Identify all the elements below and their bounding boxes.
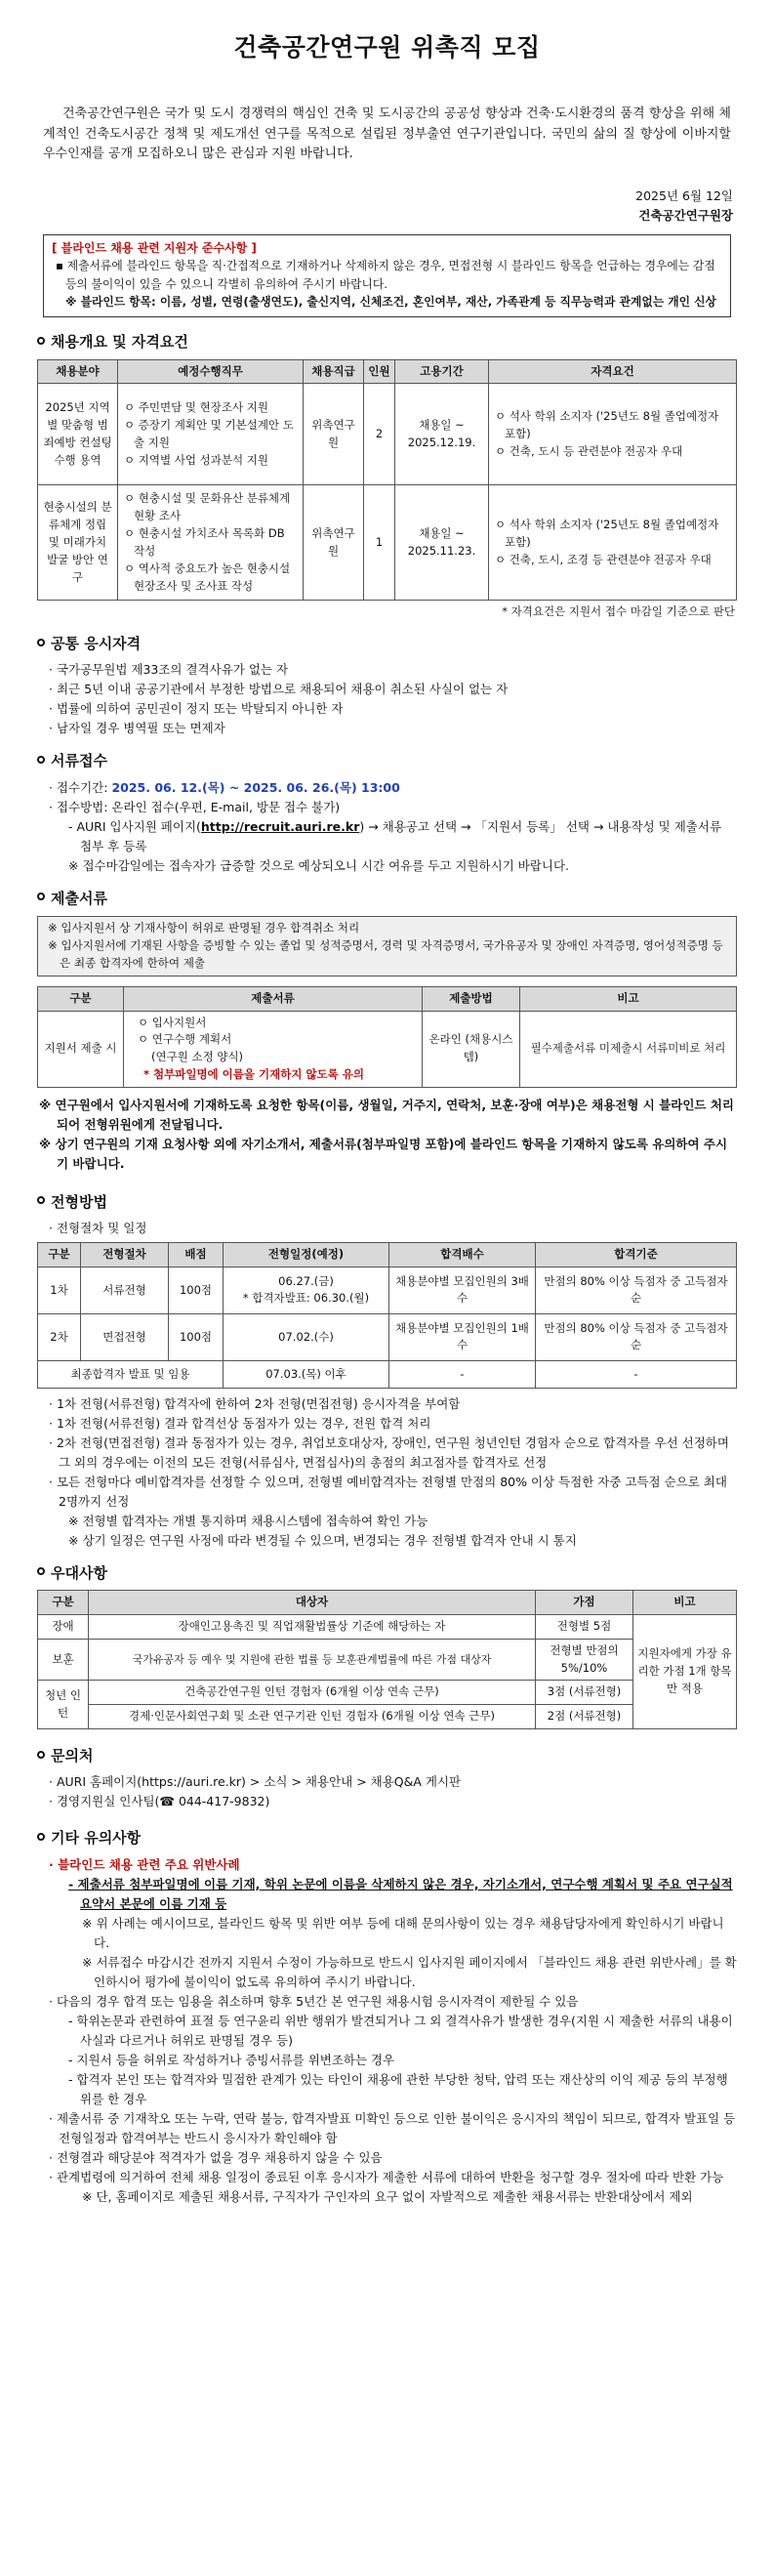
- stage-cell: 1차: [38, 1267, 81, 1313]
- section-heading-other: [37, 1827, 737, 1849]
- section-heading-selection: [37, 1191, 737, 1214]
- points-cell: 2점 (서류전형): [536, 1705, 633, 1729]
- stage-name-cell: 서류전형: [81, 1267, 169, 1313]
- score-cell: 100점: [169, 1313, 224, 1360]
- documents-notice-item: ※ 입사지원서에 기재된 사항을 증빙할 수 있는 졸업 및 성적증명서, 경력 및 자격증명서, 국가유공자 및 장애인 자격증명, 영어성적증명 등은 최종 합격자에 한하여 제출: [48, 937, 723, 970]
- circle-bullet-icon: [37, 337, 45, 345]
- duty-item: ㅇ 역사적 중요도가 높은 현충시설 현장조사 및 조사표 작성: [124, 561, 291, 593]
- selection-rule: · 1차 전형(서류전형) 결과 합격선상 동점자가 있는 경우, 전원 합격 처리: [49, 1415, 431, 1431]
- auri-suffix: ) → 채용공고 선택 → 「지원서 등록」 선택 → 내용작성 및 제출서류 첨부 후 등록: [80, 818, 722, 853]
- section-heading-text: 우대사항: [51, 1563, 107, 1582]
- target-cell: 장애인고용촉진 및 직업재활법률상 기준에 해당하는 자: [89, 1615, 536, 1640]
- column-header: 배점: [169, 1243, 224, 1267]
- points-cell: 3점 (서류전형): [536, 1681, 633, 1705]
- blind-warning: ※ 상기 연구원의 기재 요청사항 외에 자기소개서, 제출서류(첨부파일명 포함)에 블라인드 항목을 기재하지 않도록 유의하여 주시기 바랍니다.: [39, 1136, 728, 1171]
- qualification-cell: [489, 485, 737, 601]
- duties-cell: [118, 485, 304, 601]
- page-title: 건축공간연구원 위촉직 모집: [233, 33, 541, 62]
- table-row: [38, 1360, 737, 1388]
- final-schedule-cell: 07.03.(목) 이후: [224, 1360, 389, 1388]
- column-header: 구분: [38, 986, 124, 1011]
- method-cell: 온라인 (채용시스템): [423, 1011, 520, 1087]
- recruitment-overview-table: [37, 359, 737, 602]
- date-block: [37, 187, 737, 225]
- score-cell: 100점: [169, 1267, 224, 1313]
- table-row: [38, 1313, 737, 1360]
- application-method: · 접수방법: 온라인 접수(우편, E-mail, 방문 접수 불가): [49, 799, 341, 814]
- table-header-row: [38, 359, 737, 384]
- circle-bullet-icon: [37, 639, 45, 646]
- duty-item: ㅇ 현충시설 및 문화유산 분류체계 현황 조사: [124, 491, 291, 523]
- filename-warning: * 첨부파일명에 이름을 기재하지 않도록 유의: [143, 1067, 364, 1082]
- table-header-row: [38, 986, 737, 1011]
- table-row: [38, 1639, 737, 1681]
- section-heading-text: 문의처: [51, 1747, 94, 1766]
- section-heading-text: 채용개요 및 자격요건: [51, 333, 188, 352]
- final-criteria-cell: -: [536, 1360, 737, 1388]
- preference-remark-cell: 지원자에게 가장 유리한 가점 1개 항목만 적용: [633, 1615, 737, 1729]
- schedule-cell: [224, 1267, 389, 1313]
- column-header: 대상자: [89, 1591, 536, 1615]
- documents-table: [37, 986, 737, 1088]
- cancellation-item: - 학위논문과 관련하여 표절 등 연구윤리 위반 행위가 발견되거나 그 외 결격사유가 발생한 경우(지원 시 제출한 서류의 내용이 사실과 다르거나 허위로 판명될 경우 등): [68, 2013, 733, 2048]
- auri-application-step: [37, 817, 737, 856]
- other-note: · 관계법령에 의거하여 전체 채용 일정이 종료된 이후 응시자가 제출한 서류에 대하여 반환을 청구할 경우 절차에 따라 반환 가능: [49, 2169, 724, 2184]
- violation-heading: · 블라인드 채용 관련 주요 위반사례: [49, 1856, 240, 1872]
- violation-examples: - 제출서류 첨부파일명에 이름 기재, 학위 논문에 이름을 삭제하지 않은 경우, 자기소개서, 연구수행 계획서 및 주요 연구실적 요약서 본문에 이름 기재 등: [68, 1876, 733, 1911]
- column-header: 합격기준: [536, 1243, 737, 1267]
- target-cell: 경제·인문사회연구회 및 소관 연구기관 인턴 경험자 (6개월 이상 연속 근무): [89, 1705, 536, 1729]
- return-exception-note: ※ 단, 홈페이지로 제출된 채용서류, 구직자가 구인자의 요구 없이 자발적으로 제출한 채용서류는 반환대상에서 제외: [82, 2188, 693, 2204]
- remark-cell: 필수제출서류 미제출시 서류미비로 처리: [520, 1011, 737, 1087]
- field-cell: 2025년 지역별 맞춤형 범죄예방 컨설팅 수행 용역: [38, 384, 118, 485]
- duty-item: ㅇ 지역별 사업 성과분석 지원: [124, 452, 268, 467]
- row-label-cell: 지원서 제출 시: [38, 1011, 124, 1087]
- table-row: [38, 1615, 737, 1640]
- duty-item: ㅇ 증장기 계획안 및 기본설계안 도출 지원: [124, 418, 294, 449]
- qualification-item: ㅇ 건축, 도시, 조경 등 관련분야 전공자 우대: [495, 552, 712, 566]
- multiple-cell: 채용분야별 모집인원의 1배수: [389, 1313, 536, 1360]
- count-cell: 1: [364, 485, 395, 601]
- section-heading-text: 기타 유의사항: [51, 1829, 142, 1848]
- period-cell: 채용일 ~ 2025.12.19.: [395, 384, 489, 485]
- section-heading-contact: [37, 1745, 737, 1767]
- section-heading-application: [37, 750, 737, 772]
- qualification-item: ㅇ 석사 학위 소지자 ('25년도 8월 졸업예정자 포함): [495, 409, 719, 440]
- selection-rule: · 2차 전형(면접전형) 결과 동점자가 있는 경우, 취업보호대상자, 장애인, 연구원 청년인턴 경험자 순으로 합격자를 우선 선정하며 그 외의 경우에는 이전의 모든 전형(서류심사, 면접심사)의 총점의 최고점자를 합격자로 선정: [49, 1434, 729, 1470]
- intro-paragraph: 건축공간연구원은 국가 및 도시 경쟁력의 핵심인 건축 및 도시공간의 공공성 향상과 건축·도시환경의 품격 향상을 위해 체계적인 건축도시공간 정책 및 제도개선 연구를 목적으로 설립된 정부출연 연구기관입니다. 국민의 삶의 질 향상에 이바지할 우수인재를 공개 모집하오니 많은 관심과 지원 바랍니다.: [43, 105, 731, 162]
- section-heading-text: 공통 응시자격: [51, 635, 142, 653]
- criteria-cell: 만점의 80% 이상 득점자 중 고득점자순: [536, 1313, 737, 1360]
- points-cell: 전형별 만점의 5%/10%: [536, 1639, 633, 1681]
- column-header: 가점: [536, 1591, 633, 1615]
- organization-name: 건축공간연구원장: [638, 207, 733, 223]
- document-item: (연구원 소정 양식): [151, 1050, 244, 1064]
- column-header: 인원: [364, 359, 395, 384]
- table-row: [38, 384, 737, 485]
- selection-note: ※ 전형별 합격자는 개별 통지하며 채용시스템에 접속하여 확인 가능: [68, 1513, 428, 1528]
- application-period: [37, 778, 737, 798]
- other-note: · 제출서류 중 기재착오 또는 누락, 연락 불능, 합격자발표 미확인 등으로 인한 불이익은 응시자의 책임이 되므로, 합격자 발표일 등 전형일정과 합격여부는 반드시 응시자가 확인해야 함: [49, 2110, 736, 2145]
- cancellation-item: - 합격자 본인 또는 합격자와 밀접한 관계가 있는 타인이 채용에 관한 부당한 청탁, 압력 또는 재산상의 이익 제공 등의 부정행위를 한 경우: [68, 2071, 728, 2106]
- contact-homepage[interactable]: · AURI 홈페이지(https://auri.re.kr) > 소식 > 채용안내 > 채용Q&A 게시판: [49, 1774, 462, 1790]
- documents-notice-box: [37, 916, 737, 976]
- column-header: 제출서류: [124, 986, 423, 1011]
- category-cell: 장애: [38, 1615, 89, 1640]
- table-row: [38, 1011, 737, 1087]
- duty-item: ㅇ 주민면담 및 현장조사 지원: [124, 400, 268, 415]
- deadline-note: ※ 접수마감일에는 접속자가 급증할 것으로 예상되오니 시간 여유를 두고 지원하시기 바랍니다.: [68, 857, 570, 873]
- contact-phone: · 경영지원실 인사팀(☎ 044-417-9832): [49, 1794, 270, 1809]
- criteria-cell: 만점의 80% 이상 득점자 중 고득점자순: [536, 1267, 737, 1313]
- circle-bullet-icon: [37, 1833, 45, 1841]
- circle-bullet-icon: [37, 1567, 45, 1575]
- blind-warning: ※ 연구원에서 입사지원서에 기재하도록 요청한 항목(이름, 생월일, 거주지, 연락처, 보훈·장애 여부)은 채용전형 시 블라인드 처리되어 전형위원에게 전달됩니다.: [39, 1097, 734, 1132]
- section-heading-text: 서류접수: [51, 752, 107, 770]
- document-item: ㅇ 연구수행 계획서: [138, 1032, 232, 1047]
- column-header: 고용기간: [395, 359, 489, 384]
- category-cell: 청년 인턴: [38, 1681, 89, 1729]
- column-header: 제출방법: [423, 986, 520, 1011]
- column-header: 예정수행직무: [118, 359, 304, 384]
- period-value: 2025. 06. 12.(목) ~ 2025. 06. 26.(목) 13:00: [111, 779, 400, 795]
- column-header: 자격요건: [489, 359, 737, 384]
- rank-cell: 위촉연구원: [304, 485, 364, 601]
- section-heading-overview: [37, 331, 737, 353]
- section-heading-text: 제출서류: [51, 889, 107, 907]
- circle-bullet-icon: [37, 893, 45, 900]
- duty-item: ㅇ 현충시설 가치조사 목록화 DB 작성: [124, 526, 285, 558]
- column-header: 구분: [38, 1591, 89, 1615]
- blind-notice-item: ▪ 제출서류에 블라인드 항목을 직·간접적으로 기재하거나 삭제하지 않은 경우, 면접전형 시 블라인드 항목을 언급하는 경우에는 감점 등의 불이익이 있을 수 있으니 각별히 유의하여 주시기 바랍니다.: [56, 259, 715, 291]
- selection-rule: · 1차 전형(서류전형) 합격자에 한하여 2차 전형(면접전형) 응시자격을 부여함: [49, 1395, 461, 1411]
- target-cell: 건축공간연구원 인턴 경험자 (6개월 이상 연속 근무): [89, 1681, 536, 1705]
- column-header: 구분: [38, 1243, 81, 1267]
- selection-table: [37, 1242, 737, 1389]
- table-header-row: [38, 1243, 737, 1267]
- column-header: 전형절차: [81, 1243, 169, 1267]
- section-heading-eligibility: [37, 633, 737, 655]
- column-header: 채용분야: [38, 359, 118, 384]
- document-item: ㅇ 입사지원서: [138, 1015, 207, 1029]
- circle-bullet-icon: [37, 1196, 45, 1204]
- table-row: [38, 1267, 737, 1313]
- cancellation-item: - 지원서 등을 허위로 작성하거나 증빙서류를 위변조하는 경우: [68, 2052, 395, 2067]
- eligibility-item: · 법률에 의하여 공민권이 정지 또는 박탈되지 아니한 자: [49, 701, 344, 717]
- field-cell: 현충시설의 분류체계 정립 및 미래가치 발굴 방안 연구: [38, 485, 118, 601]
- announcement-date: 2025년 6월 12일: [635, 188, 733, 204]
- qualification-note: * 자격요건은 지원서 접수 마감일 기준으로 판단: [502, 604, 735, 619]
- eligibility-item: · 최근 5년 이내 공공기관에서 부정한 방법으로 채용되어 채용이 취소된 사실이 없는 자: [49, 682, 509, 697]
- selection-subheading: · 전형절차 및 일정: [49, 1221, 147, 1236]
- other-note: · 전형결과 해당분야 적격자가 없을 경우 채용하지 않을 수 있음: [49, 2149, 383, 2165]
- schedule-date: 06.27.(금): [278, 1273, 334, 1288]
- table-row: [38, 1705, 737, 1729]
- documents-notice-item: ※ 입사지원서 상 기재사항이 허위로 판명될 경우 합격취소 처리: [48, 920, 360, 935]
- cancellation-rule: · 다음의 경우 합격 또는 임용을 취소하며 향후 5년간 본 연구원 채용시험 응시자격이 제한될 수 있음: [49, 1993, 579, 2009]
- points-cell: 전형별 5점: [536, 1615, 633, 1640]
- rank-cell: 위촉연구원: [304, 384, 364, 485]
- period-label: · 접수기간:: [49, 779, 112, 795]
- auri-prefix: - AURI 입사지원 페이지(: [68, 818, 201, 834]
- qualification-item: ㅇ 건축, 도시 등 관련분야 전공자 우대: [495, 443, 683, 458]
- final-multiple-cell: -: [389, 1360, 536, 1388]
- blind-notice-items-list: ※ 블라인드 항목: 이름, 성별, 연령(출생연도), 출신지역, 신체조건, 혼인여부, 재산, 가족관계 등 직무능력과 관계없는 개인 신상: [65, 295, 716, 310]
- section-heading-text: 전형방법: [51, 1192, 107, 1211]
- column-header: 전형일정(예정): [224, 1243, 389, 1267]
- duties-cell: [118, 384, 304, 485]
- column-header: 합격배수: [389, 1243, 536, 1267]
- violation-note: ※ 서류접수 마감시간 전까지 지원서 수정이 가능하므로 반드시 입사지원 페이지에서 「블라인드 채용 관련 위반사례」를 확인하시어 평가에 불이익이 없도록 유의하여 주시기 바랍니다.: [82, 1954, 737, 1989]
- eligibility-item: · 국가공무원법 제33조의 결격사유가 없는 자: [49, 662, 289, 678]
- selection-rule: · 모든 전형마다 예비합격자를 선정할 수 있으며, 전형별 예비합격자는 전형별 만점의 80% 이상 득점한 자중 고득점 순으로 최대 2명까지 선정: [49, 1474, 727, 1509]
- selection-note: ※ 상기 일정은 연구원 사정에 따라 변경될 수 있으며, 변경되는 경우 전형별 합격자 안내 시 통지: [68, 1532, 577, 1548]
- count-cell: 2: [364, 384, 395, 485]
- section-heading-preference: [37, 1562, 737, 1585]
- qualification-item: ㅇ 석사 학위 소지자 ('25년도 8월 졸업예정자 포함): [495, 518, 719, 549]
- period-cell: 채용일 ~ 2025.11.23.: [395, 485, 489, 601]
- schedule-date: 07.02.(수): [278, 1329, 334, 1344]
- circle-bullet-icon: [37, 756, 45, 764]
- multiple-cell: 채용분야별 모집인원의 3배수: [389, 1267, 536, 1313]
- table-header-row: [38, 1591, 737, 1615]
- blind-notice-title: [ 블라인드 채용 관련 지원자 준수사항 ]: [52, 240, 257, 255]
- recruit-site-link[interactable]: http://recruit.auri.re.kr: [200, 818, 360, 834]
- stage-name-cell: 면접전형: [81, 1313, 169, 1360]
- documents-cell: [124, 1011, 423, 1087]
- column-header: 채용직급: [304, 359, 364, 384]
- final-label-cell: 최종합격자 발표 및 임용: [38, 1360, 224, 1388]
- blind-recruitment-notice: [43, 234, 731, 317]
- section-heading-documents: [37, 888, 737, 910]
- column-header: 비고: [633, 1591, 737, 1615]
- table-row: [38, 485, 737, 601]
- schedule-announcement: * 합격자발표: 06.30.(월): [242, 1291, 370, 1306]
- violation-note: ※ 위 사례는 예시이므로, 블라인드 항목 및 위반 여부 등에 대해 문의사항이 있는 경우 채용담당자에게 확인하시기 바랍니다.: [82, 1915, 724, 1950]
- circle-bullet-icon: [37, 1751, 45, 1759]
- stage-cell: 2차: [38, 1313, 81, 1360]
- category-cell: 보훈: [38, 1639, 89, 1681]
- schedule-cell: [224, 1313, 389, 1360]
- preference-table: [37, 1590, 737, 1729]
- qualification-cell: [489, 384, 737, 485]
- table-row: [38, 1681, 737, 1705]
- target-cell: 국가유공자 등 예우 및 지원에 관한 법률 등 보훈관계법률에 따른 가점 대상자: [89, 1639, 536, 1681]
- column-header: 비고: [520, 986, 737, 1011]
- eligibility-item: · 남자일 경우 병역필 또는 면제자: [49, 721, 225, 736]
